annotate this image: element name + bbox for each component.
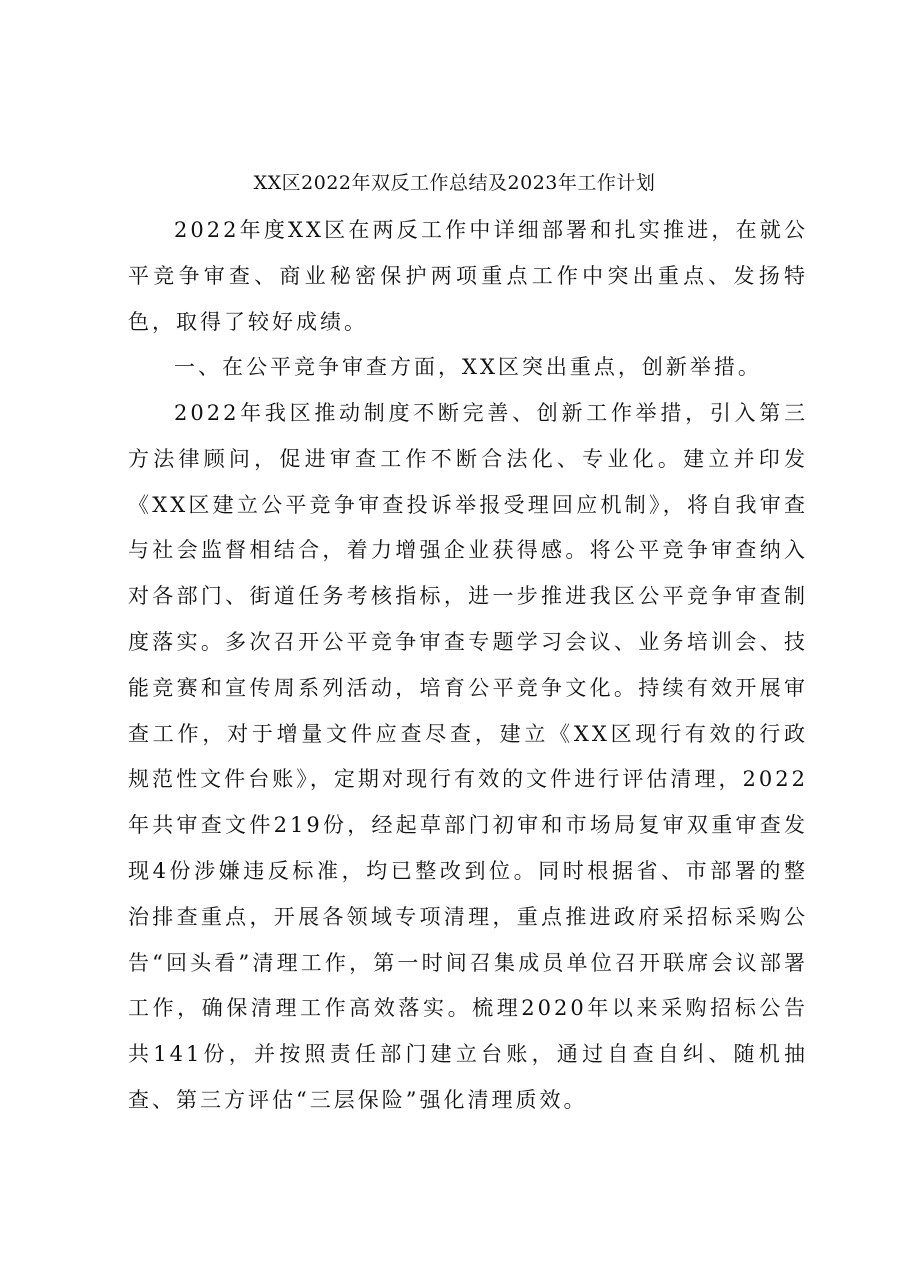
section-heading: 一、在公平竞争审查方面，XX区突出重点，创新举措。 — [174, 355, 762, 379]
body-paragraph: 2022年我区推动制度不断完善、创新工作举措，引入第三方法律顾问，促进审查工作不断合法化、专业化。建立并印发《XX区建立公平竞争审查投诉举报受理回应机制》，将自我审查与社会监督相结合，着力增强企业获得感。将公平竞争审查纳入对各部门、街道任务考核指标，进一步推进我区公平竞争审查制度落实。多次召开公平竞争审查专题学习会议、业务培训会、技能竞赛和宣传周系列活动，培育公平竞争文化。持续有效开展审查工作，对于增量文件应查尽查，建立《XX区现行有效的行政规范性文件台账》，定期对现行有效的文件进行评估清理，2022年共审查文件219份，经起草部门初审和市场局复审双重审查发现4份涉嫌违反标准，均已整改到位。同时根据省、市部署的整治排查重点，开展各领域专项清理，重点推进政府采招标采购公告“回头看”清理工作，第一时间召集成员单位召开联席会议部署工作，确保清理工作高效落实。梳理2020年以来采购招标公告共141份，并按照责任部门建立台账，通过自查自纠、随机抽查、第三方评估“三层保险”强化清理质效。 — [128, 401, 808, 1112]
intro-paragraph: 2022年度XX区在两反工作中详细部署和扎实推进，在就公平竞争审查、商业秘密保护两项重点工作中突出重点、发扬特色，取得了较好成绩。 — [128, 218, 808, 334]
document-title: XX区2022年双反工作总结及2023年工作计划 — [253, 172, 656, 194]
